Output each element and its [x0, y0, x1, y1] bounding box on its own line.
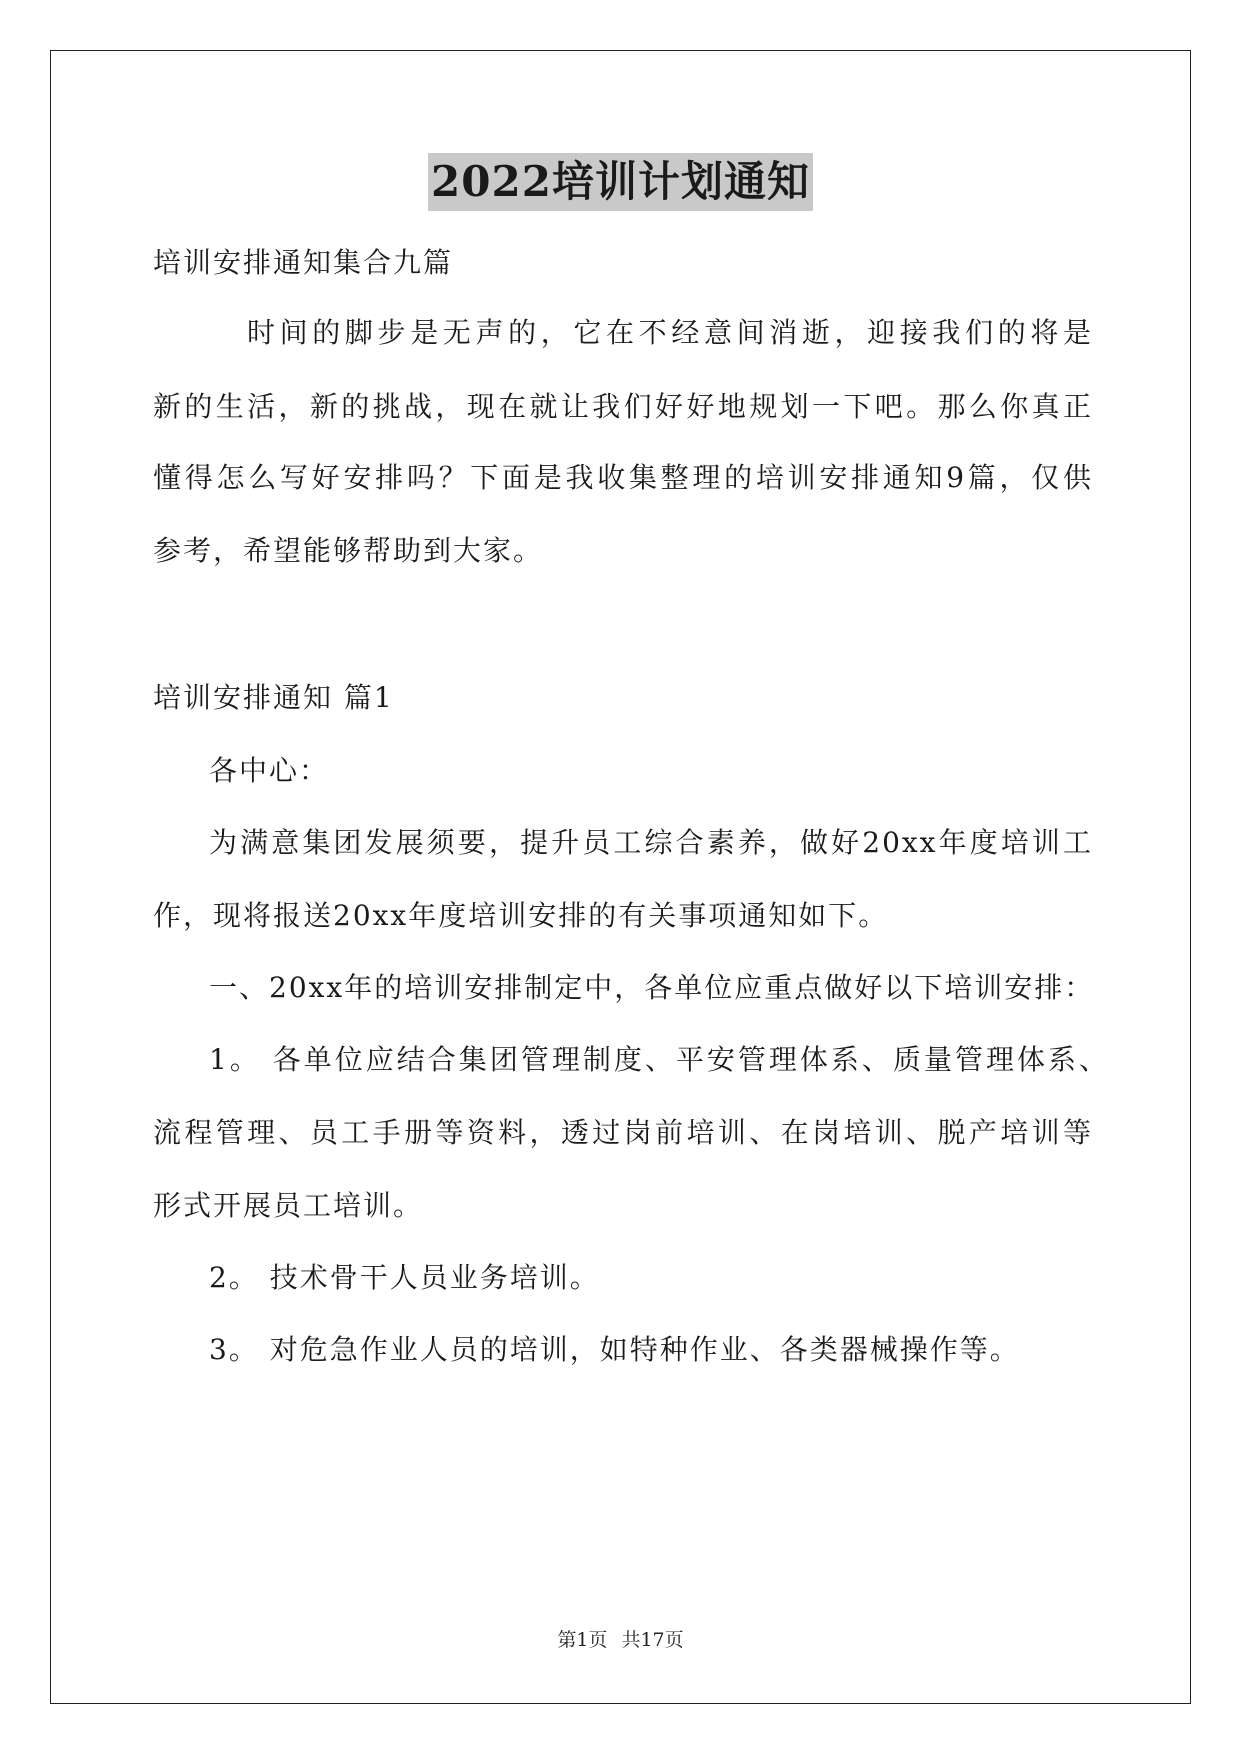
- list-item-line: 2。 技术骨干人员业务培训。: [209, 1261, 600, 1294]
- page-number: 第1页: [557, 1629, 608, 1651]
- section-heading: 培训安排通知 篇1: [153, 681, 394, 714]
- subtitle-line: 培训安排通知集合九篇: [153, 246, 454, 279]
- page-total: 共17页: [621, 1629, 684, 1651]
- document-title: 2022培训计划通知: [428, 153, 813, 211]
- paragraph-line: 参考，希望能够帮助到大家。: [153, 534, 544, 567]
- list-item-line: 3。 对危急作业人员的培训，如特种作业、各类器械操作等。: [209, 1333, 1020, 1366]
- paragraph-line: 为满意集团发展须要，提升员工综合素养，做好20xx年度培训工: [209, 826, 1093, 859]
- page-border: [50, 50, 1191, 1704]
- page-footer: [0, 1627, 1241, 1653]
- title-container: [0, 153, 1241, 211]
- list-item-line: 1。 各单位应结合集团管理制度、平安管理体系、质量管理体系、: [209, 1043, 1109, 1076]
- salutation-line: 各中心：: [209, 754, 330, 787]
- paragraph-line: 作，现将报送20xx年度培训安排的有关事项通知如下。: [153, 899, 889, 932]
- list-item-line: 流程管理、员工手册等资料，透过岗前培训、在岗培训、脱产培训等: [153, 1116, 1093, 1149]
- paragraph-line: 新的生活，新的挑战，现在就让我们好好地规划一下吧。那么你真正: [153, 390, 1093, 423]
- list-item-line: 形式开展员工培训。: [153, 1189, 424, 1222]
- paragraph-line: 懂得怎么写好安排吗？下面是我收集整理的培训安排通知9篇，仅供: [153, 461, 1093, 494]
- paragraph-line: 时间的脚步是无声的，它在不经意间消逝，迎接我们的将是: [247, 316, 1093, 349]
- paragraph-line: 一、20xx年的培训安排制定中，各单位应重点做好以下培训安排：: [209, 971, 1095, 1004]
